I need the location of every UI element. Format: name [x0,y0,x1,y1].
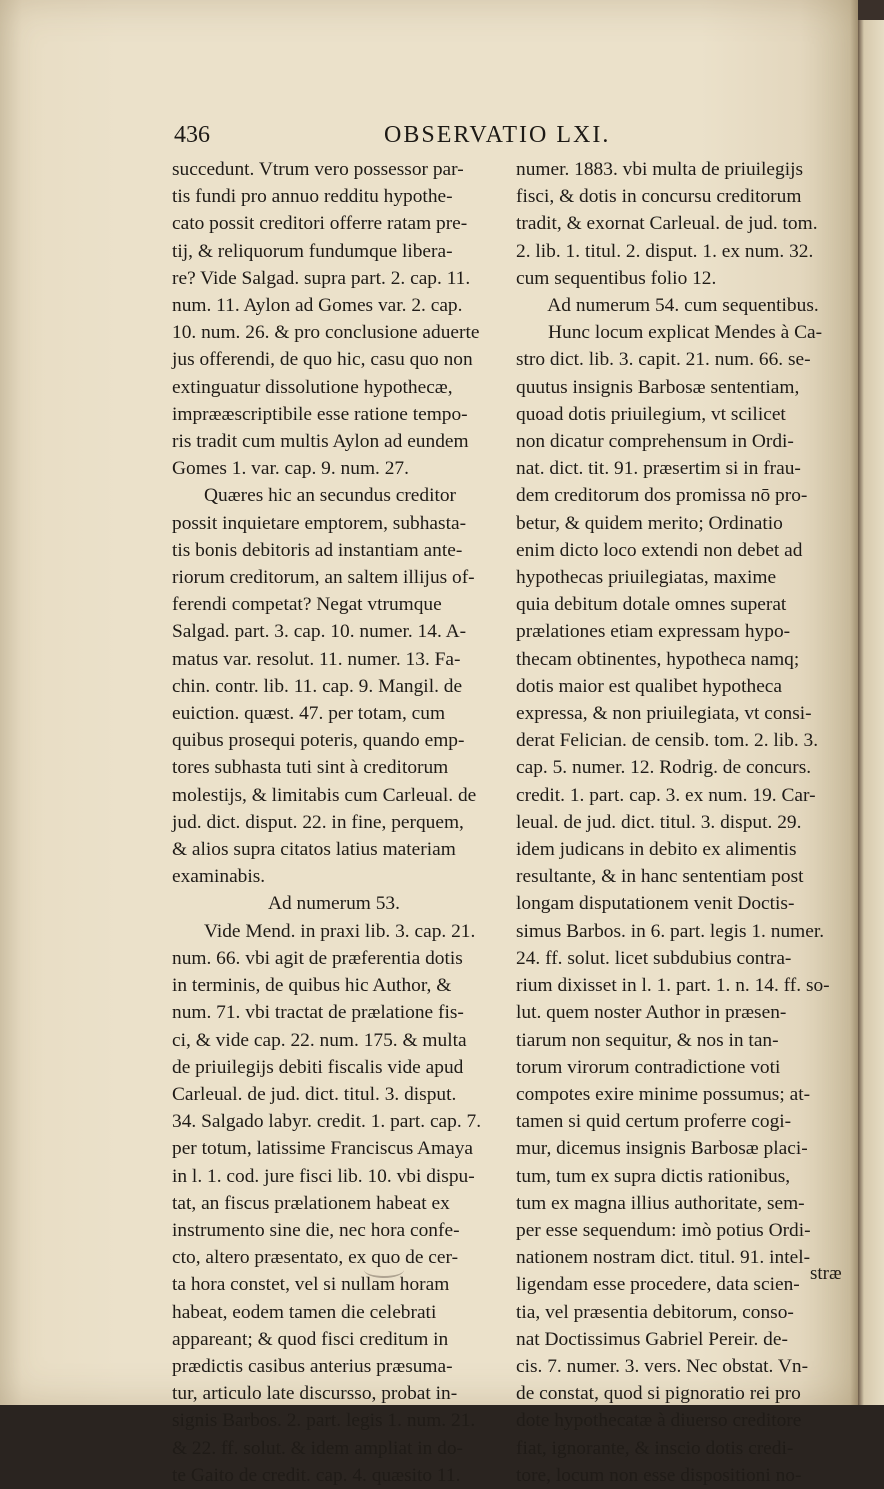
text-line: prælationes etiam expressam hypo- [516,621,791,643]
text-line: resultante, & in hanc sententiam post [516,866,804,888]
text-line: jud. dict. disput. 22. in fine, perquem, [172,811,464,833]
text-line: riorum creditorum, an saltem illijus of- [172,567,475,589]
text-line: credit. 1. part. cap. 3. ex num. 19. Car- [516,784,816,806]
text-line: stro dict. lib. 3. capit. 21. num. 66. se- [516,349,811,371]
text-line: longam disputationem venit Doctis- [516,893,795,915]
text-line: derat Felician. de censib. tom. 2. lib. 3. [516,730,819,752]
text-line: tores subhasta tuti sint à creditorum [172,757,449,779]
text-line: numer. 1883. vbi multa de priuilegijs [516,159,804,180]
text-line: prædictis casibus anterius præsuma- [172,1355,453,1377]
text-line: tum, tum ex supra dictis rationibus, [516,1165,791,1187]
text-line: examinabis. [172,866,266,888]
text-line: Gomes 1. var. cap. 9. num. 27. [172,458,409,480]
text-line: nationem nostram dict. titul. 91. intel- [516,1247,811,1269]
text-line: nat. dict. tit. 91. præsertim si in frau- [516,458,801,480]
text-line: 10. num. 26. & pro conclusione aduerte [172,322,480,344]
text-line: 2. lib. 1. titul. 2. disput. 1. ex num. 32. [516,240,814,262]
text-line: simus Barbos. in 6. part. legis 1. numer. [516,920,825,942]
ink-smudge [364,1262,404,1278]
text-line: extinguatur dissolutione hypothecæ, [172,376,453,398]
text-line: Hunc locum explicat Mendes à Ca- [548,322,823,344]
text-line: cis. 7. numer. 3. vers. Nec obstat. Vn- [516,1355,809,1377]
text-line: fiat, ignorante, & inscio dotis credi- [516,1437,794,1459]
text-line: Ad numerum 53. [268,893,400,915]
next-page-edge [858,20,884,1405]
text-line: quia debitum dotale omnes superat [516,594,787,616]
text-line: imprææscriptibile esse ratione tempo- [172,403,468,425]
text-line: cum sequentibus folio 12. [516,267,717,289]
text-line: de constat, quod si pignoratio rei pro [516,1383,801,1405]
text-line: tradit, & exornat Carleual. de jud. tom. [516,213,818,235]
text-line: Quæres hic an secundus creditor [204,485,457,507]
text-line: quoad dotis priuilegium, vt scilicet [516,403,786,425]
text-line: Vide Mend. in praxi lib. 3. cap. 21. [204,920,476,942]
running-head: OBSERVATIO LXI. [384,122,611,148]
catchword: stræ [810,1263,842,1284]
text-line: idem judicans in debito ex alimentis [516,839,797,861]
text-line: num. 66. vbi agit de præferentia dotis [172,947,463,969]
text-line: cto, altero præsentato, ex quo de cer- [172,1247,459,1269]
text-line: tia, vel præsentia debitorum, conso- [516,1301,794,1323]
text-line: compotes exire minime possumus; at- [516,1083,811,1105]
text-line: tis fundi pro annuo redditu hypothe- [172,186,453,208]
text-line: per totum, latissime Franciscus Amaya [172,1138,474,1160]
left-column [172,156,496,1486]
text-line: Salgad. part. 3. cap. 10. numer. 14. A- [172,621,467,643]
text-line: non dicatur comprehensum in Ordi- [516,431,794,453]
text-line: ris tradit cum multis Aylon ad eundem [172,431,469,453]
text-line: fisci, & dotis in concursu creditorum [516,186,802,208]
text-line: & 22. ff. solut. & idem ampliat in do- [172,1437,464,1459]
text-line: possit inquietare emptorem, subhasta- [172,512,467,534]
text-line: succedunt. Vtrum vero possessor par- [172,159,464,180]
text-line: re? Vide Salgad. supra part. 2. cap. 11. [172,267,471,289]
text-line: appareant; & quod fisci creditum in [172,1328,449,1350]
text-line: ci, & vide cap. 22. num. 175. & multa [172,1029,467,1051]
text-line: euiction. quæst. 47. per totam, cum [172,703,446,725]
text-line: tiarum non sequitur, & nos in tan- [516,1029,779,1051]
text-line: num. 71. vbi tractat de prælatione fis- [172,1002,464,1024]
text-line: nat Doctissimus Gabriel Pereir. de- [516,1328,788,1350]
text-line: leual. de jud. dict. titul. 3. disput. 29. [516,811,802,833]
text-line: chin. contr. lib. 11. cap. 9. Mangil. de [172,675,463,697]
text-line: enim dicto loco extendi non debet ad [516,539,803,561]
text-line: mur, dicemus insignis Barbosæ placi- [516,1138,808,1160]
text-line: & alios supra citatos latius materiam [172,839,456,861]
text-line: rium dixisset in l. 1. part. 1. n. 14. ff. so- [516,975,830,997]
text-line: torum virorum contradictione voti [516,1056,781,1078]
text-line: tat, an fiscus prælationem habeat ex [172,1192,450,1214]
text-line: tij, & reliquorum fundumque libera- [172,240,453,262]
text-line: tore, locum non esse dispositioni no- [516,1464,802,1486]
text-line: cato possit creditori offerre ratam pre- [172,213,468,235]
text-line: betur, & quidem merito; Ordinatio [516,512,783,534]
text-line: per esse sequendum: imò potius Ordi- [516,1219,811,1241]
text-line: quutus insignis Barbosæ sententiam, [516,376,800,398]
text-line: thecam obtinentes, hypotheca namq; [516,648,800,670]
text-line: tum ex magna illius authoritate, sem- [516,1192,805,1214]
text-line: tamen si quid certum proferre cogi- [516,1111,792,1133]
text-line: expressa, & non priuilegiata, vt consi- [516,703,812,725]
text-line: dem creditorum dos promissa nō pro- [516,485,808,507]
text-line: molestijs, & limitabis cum Carleual. de [172,784,477,806]
text-line: ferendi competat? Negat vtrumque [172,594,442,616]
text-line: te Gaito de credit. cap. 4. quæsito 11. [172,1464,461,1486]
text-line: ligendam esse procedere, data scien- [516,1274,800,1296]
text-line: num. 11. Aylon ad Gomes var. 2. cap. [172,295,463,317]
text-line: Carleual. de jud. dict. titul. 3. disput. [172,1083,457,1105]
text-line: tis bonis debitoris ad instantiam ante- [172,539,463,561]
text-line: ta hora constet, vel si nullam horam [172,1274,450,1296]
text-line: matus var. resolut. 11. numer. 13. Fa- [172,648,461,670]
page-number: 436 [174,122,210,148]
text-line: in terminis, de quibus hic Author, & [172,975,452,997]
text-line: 34. Salgado labyr. credit. 1. part. cap. 7. [172,1111,482,1133]
text-line: dotis maior est qualibet hypotheca [516,675,783,697]
text-line: tur, articulo late discursso, probat in- [172,1383,458,1405]
text-line: instrumento sine die, nec hora confe- [172,1219,460,1241]
text-line: quibus prosequi poteris, quando emp- [172,730,465,752]
text-line: hypothecas priuilegiatas, maxime [516,567,777,589]
text-line: de priuilegijs debiti fiscalis vide apud [172,1056,464,1078]
text-line: 24. ff. solut. licet subdubius contra- [516,947,792,969]
text-line: lut. quem noster Author in præsen- [516,1002,787,1024]
page-header [174,122,854,156]
text-line: dote hypothecatæ à diuerso creditore [516,1410,802,1432]
text-line: signis Barbos. 2. part. legis 1. num. 21. [172,1410,476,1432]
text-line: in l. 1. cod. jure fisci lib. 10. vbi dispu- [172,1165,475,1187]
text-line: habeat, eodem tamen die celebrati [172,1301,437,1323]
text-line: cap. 5. numer. 12. Rodrig. de concurs. [516,757,812,779]
text-line: Ad numerum 54. cum sequentibus. [547,295,819,317]
text-line: jus offerendi, de quo hic, casu quo non [172,349,473,371]
